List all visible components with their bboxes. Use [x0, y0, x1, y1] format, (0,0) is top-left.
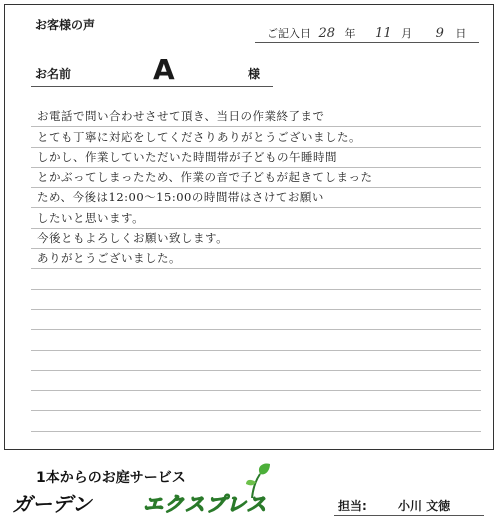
form-title: お客様の声: [35, 18, 96, 32]
brand-name-part1: ガーデン: [12, 492, 92, 516]
name-label: お名前: [35, 67, 72, 81]
comment-area: [31, 107, 481, 432]
testimonial-card: [4, 4, 494, 450]
leaf-icon: [244, 462, 272, 500]
name-underline: [31, 86, 273, 87]
comment-line: [31, 371, 481, 391]
comment-line: [31, 391, 481, 411]
comment-text: 今後ともよろしくお願い致します。: [37, 231, 229, 246]
date-year: 28: [318, 26, 336, 41]
comment-line: [31, 168, 481, 188]
comment-line: [31, 127, 481, 147]
comment-line: [31, 229, 481, 249]
comment-line: [31, 208, 481, 228]
comment-line: [31, 290, 481, 310]
comment-text: とかぶってしまったため、作業の音で子どもが起きてしまった: [37, 170, 373, 185]
comment-text: ありがとうございました。: [37, 251, 181, 266]
comment-text: お電話で問い合わせさせて頂き、当日の作業終了まで: [37, 109, 325, 124]
month-unit: 月: [401, 27, 413, 40]
comment-line: [31, 310, 481, 330]
customer-name: A: [153, 53, 175, 86]
brand-name-part2: エクスプレス: [143, 492, 268, 516]
comment-line: [31, 148, 481, 168]
comment-text: ため、今後は12:00～15:00の時間帯はさけてお願い: [37, 190, 324, 205]
company-footer: [0, 450, 500, 522]
date-field: [267, 25, 466, 41]
comment-line: [31, 188, 481, 208]
comment-text: したいと思います。: [37, 210, 145, 225]
comment-line: [31, 330, 481, 350]
name-honorific: 様: [248, 67, 261, 81]
company-tagline: 1本からのお庭サービス: [36, 470, 186, 486]
comment-line: [31, 269, 481, 289]
comment-line: [31, 351, 481, 371]
date-month: 11: [375, 26, 392, 41]
comment-text: しかし、作業していただいた時間帯が子どもの午睡時間: [37, 149, 337, 164]
date-underline: [255, 42, 479, 43]
comment-line: [31, 249, 481, 269]
staff-label: 担当:: [338, 499, 367, 513]
date-day: 9: [435, 26, 444, 41]
year-unit: 年: [344, 27, 356, 40]
day-unit: 日: [455, 27, 467, 40]
staff-underline: [334, 515, 484, 516]
comment-text: とても丁寧に対応をしてくださりありがとうございました。: [37, 129, 361, 144]
comment-line: [31, 411, 481, 431]
comment-line: [31, 107, 481, 127]
date-label: ご記入日: [267, 27, 311, 40]
staff-name: 小川 文徳: [398, 499, 451, 513]
